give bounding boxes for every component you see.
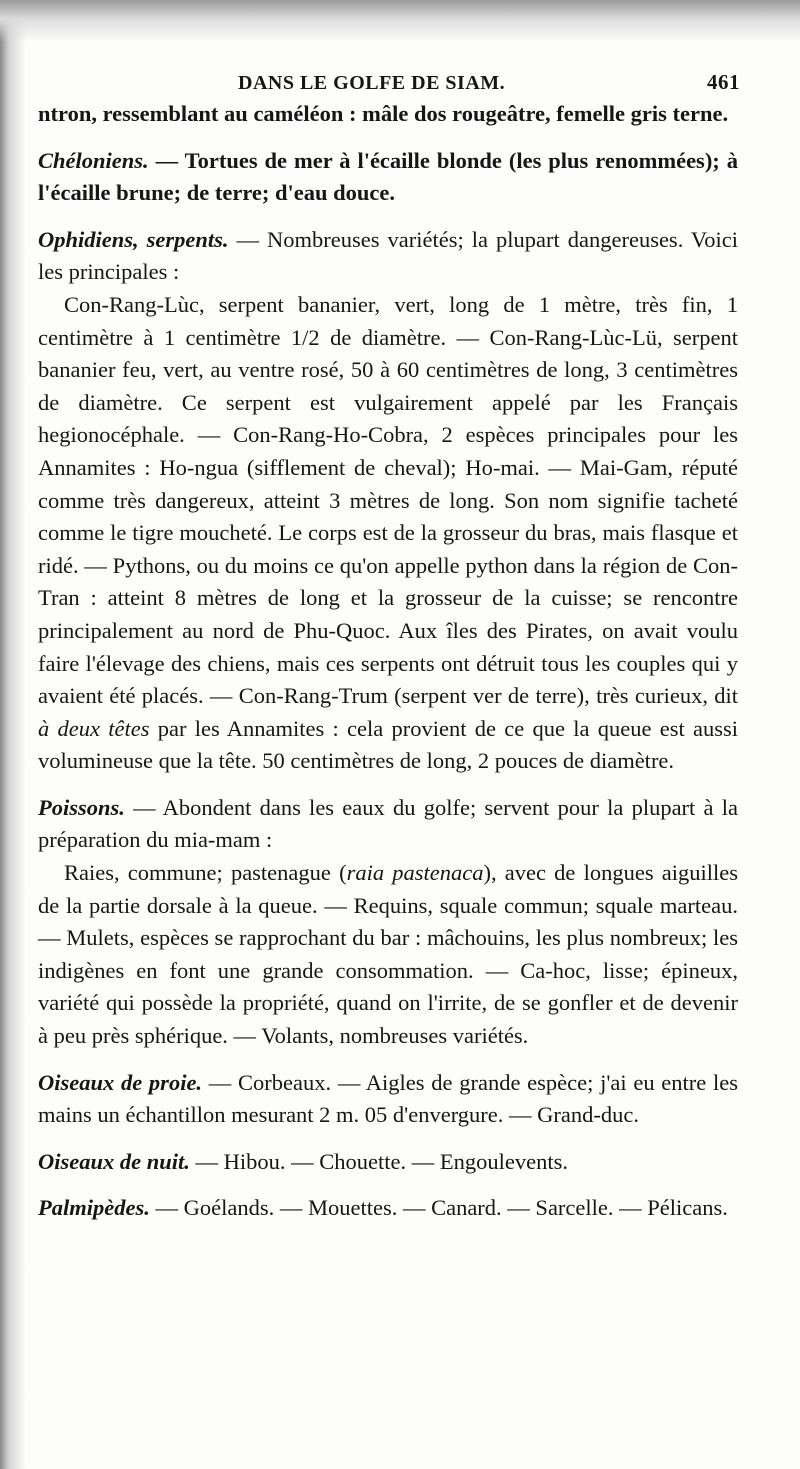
paragraph-oiseaux-de-nuit — [38, 1146, 738, 1179]
scan-shadow-top — [0, 0, 800, 42]
running-head — [38, 62, 738, 98]
paragraph-ophidiens — [38, 224, 738, 289]
paragraph-text: — Hibou. — Chouette. — Engoulevents. — [189, 1148, 568, 1174]
paragraph-serpents-list — [38, 289, 738, 778]
paragraph-oiseaux-de-proie — [38, 1067, 738, 1132]
paragraph-text: — Abondent dans les eaux du golfe; servent pour la plupart à la préparation du mia-mam : — [38, 794, 738, 853]
section-label-oiseaux-de-nuit: Oiseaux de nuit. — [38, 1148, 190, 1174]
section-label-ophidiens: Ophidiens, serpents. — [38, 226, 229, 252]
running-head-title: DANS LE GOLFE DE SIAM. — [238, 72, 506, 94]
section-label-poissons: Poissons. — [38, 794, 125, 820]
italic-phrase: à deux têtes — [38, 715, 150, 741]
paragraph-poissons — [38, 792, 738, 857]
page-number: 461 — [707, 70, 740, 94]
section-label-palmipedes: Palmipèdes. — [38, 1195, 150, 1221]
paragraph-text: — Tortues de mer à l'écaille blonde (les plus renommées); à l'écaille brune; de terre; d'eau douce. — [38, 147, 738, 206]
paragraph-text-part: ), avec de longues aiguilles de la partie dorsale à la queue. — Requins, squale commun; squale marteau. — Mulets, espèces se rapprochant du bar : mâchouins, les plus nombreux; les indigènes en font une grande consommation. — Ca-hoc, lisse; épineux, variété qui possède la propriété, quand on l'irrite, de se gonfler et de devenir à peu près sphérique. — Volants, nombreuses variétés. — [38, 860, 738, 1049]
paragraph-text: — Goélands. — Mouettes. — Canard. — Sarcelle. — Pélicans. — [149, 1195, 728, 1221]
section-label-cheloniens: Chéloniens. — [38, 147, 149, 173]
paragraph-text: — Nombreuses variétés; la plupart dangereuses. Voici les principales : — [38, 226, 739, 285]
body-text — [38, 98, 738, 1225]
book-page — [38, 62, 738, 1225]
paragraph-text-part: Con-Rang-Lùc, serpent bananier, vert, long de 1 mètre, très fin, 1 centimètre à 1 centimètre 1/2 de diamètre. — Con-Rang-Lùc-Lü, serpent bananier feu, vert, au ventre rosé, 50 à 60 centimètres de long, 3 centimètres de diamètre. Ce serpent est vulgairement appelé par les Français hegionocéphale. — Con-Rang-Ho-Cobra, 2 espèces principales pour les Annamites : Ho-ngua (sifflement de cheval); Ho-mai. — Mai-Gam, réputé comme très dangereux, atteint 3 mètres de long. Son nom signifie tacheté comme le tigre moucheté. Le corps est de la grosseur du bras, mais flasque et ridé. — Pythons, ou du moins ce qu'on appelle python dans la région de Con-Tran : atteint 8 mètres de long et la grosseur de la cuisse; se rencontre principalement au nord de Phu-Quoc. Aux îles des Pirates, on avait voulu faire l'élevage des chiens, mais ces serpents ont détruit tous les couples qui y avaient été placés. — Con-Rang-Trum (serpent ver de terre), très curieux, dit — [38, 291, 738, 709]
paragraph-text-part: par les Annamites : cela provient de ce que la queue est aussi volumineuse que la tête. 50 centimètres de long, 2 pouces de diamètre. — [38, 715, 738, 774]
paragraph-text: ntron, ressemblant au caméléon : mâle dos rougeâtre, femelle gris terne. — [38, 101, 729, 126]
paragraph-palmipedes — [38, 1192, 738, 1225]
paragraph-text-part: Raies, commune; pastenague ( — [64, 860, 347, 886]
paragraph-poissons-list — [38, 857, 738, 1053]
paragraph-caméléon-continuation — [38, 98, 738, 131]
scan-shadow-left — [0, 0, 26, 1469]
section-label-oiseaux-de-proie: Oiseaux de proie. — [38, 1069, 203, 1095]
paragraph-text: — Corbeaux. — Aigles de grande espèce; j'ai eu entre les mains un échantillon mesurant 2 m. 05 d'envergure. — Grand-duc. — [38, 1069, 738, 1128]
paragraph-cheloniens — [38, 145, 738, 210]
italic-phrase: raia pastenaca — [346, 860, 484, 886]
